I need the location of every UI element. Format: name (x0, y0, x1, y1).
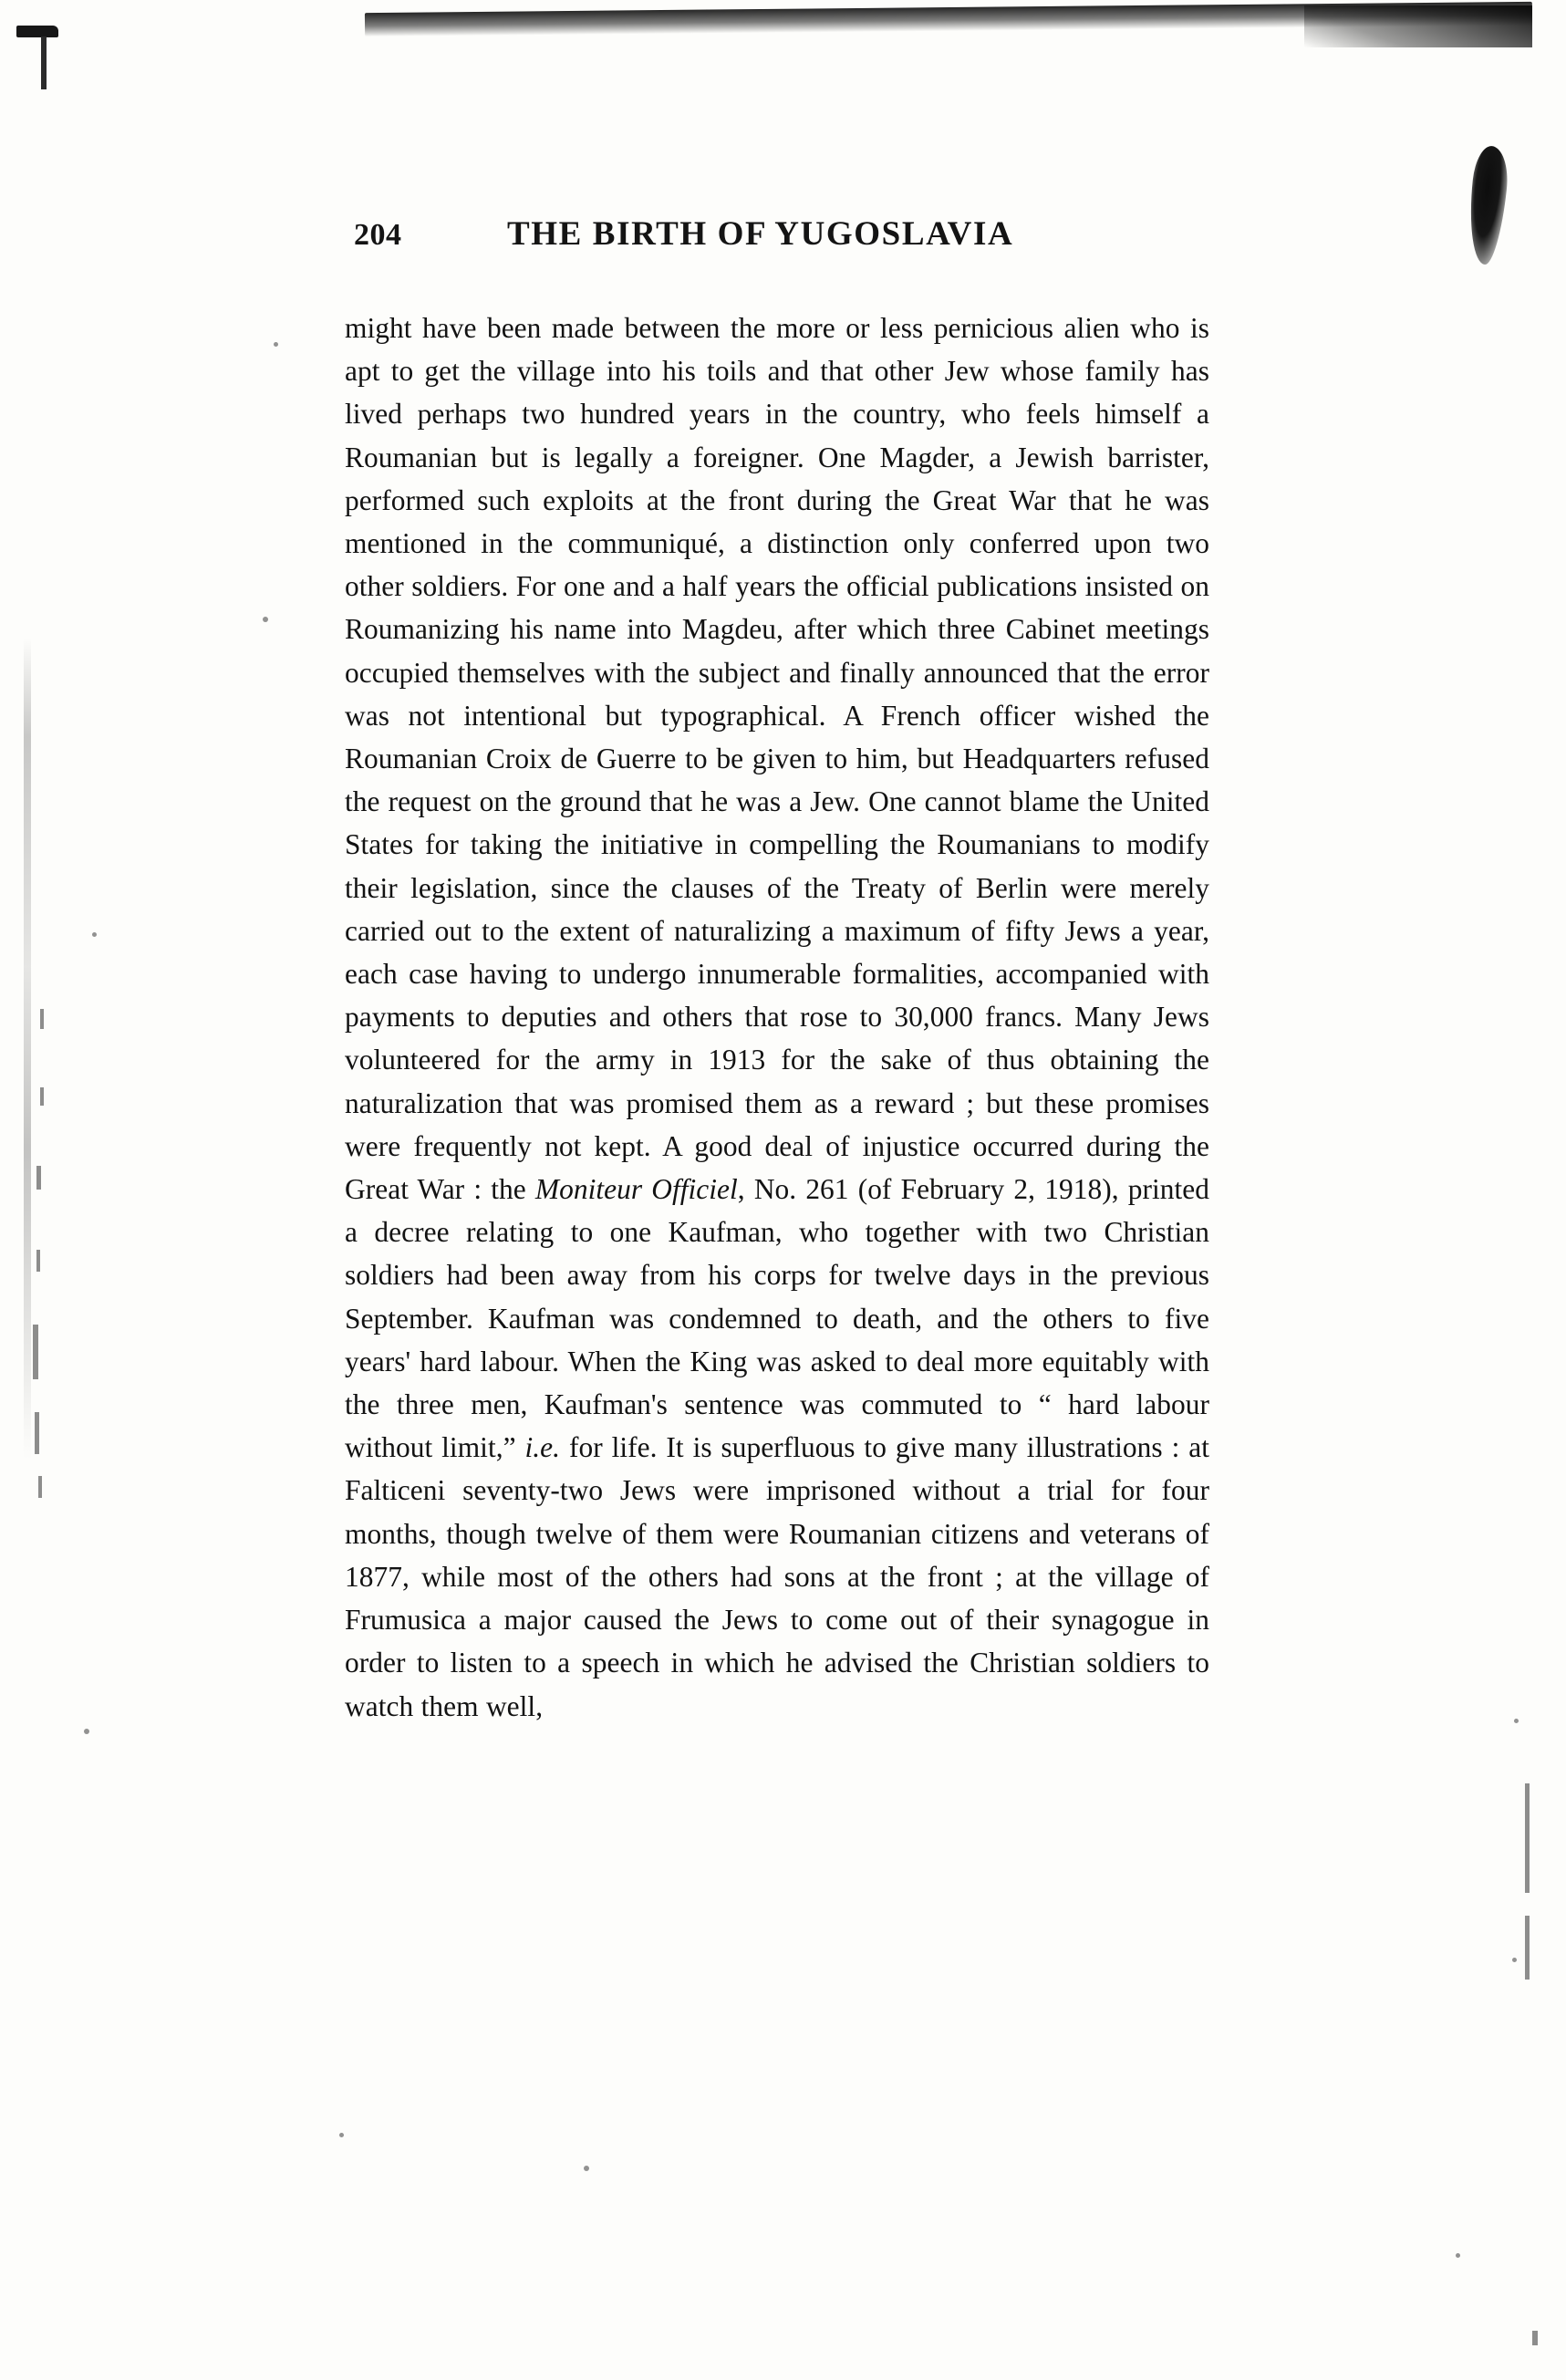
body-italic-ie: i.e. (524, 1431, 561, 1464)
body-text-part-3: for life. It is superfluous to give many illustrations : at Falticeni seventy-two Jews were imprisoned without a trial for four months, though twelve of them were Roumanian citizens and veterans of 1877, while most of the others had sons at the front ; at the village of Frumusica a major caused the Jews to come out of their synagogue in order to listen to a speech in which he advised the Christian soldiers to watch them well, (345, 1431, 1210, 1722)
body-text-part-1: might have been made between the more or less pernicious alien who is apt to get the village into his toils and that other Jew whose family has lived perhaps two hundred years in the country, who feels himself a Roumanian but is legally a foreigner. One Magder, a Jewish barrister, performed such exploits at the front during the Great War that he was mentioned in the communiqué, a distinction only conferred upon two other soldiers. For one and a half years the official publications insisted on Roumanizing his name into Magdeu, after which three Cabinet meetings occupied themselves with the subject and finally announced that the error was not intentional but typographical. A French officer wished the Roumanian Croix de Guerre to be given to him, but Headquarters refused the request on the ground that he was a Jew. One cannot blame the United States for taking the initiative in compelling the Roumanians to modify their legislation, since the clauses of the Treaty of Berlin were merely carried out to the extent of naturalizing a maximum of fifty Jews a year, each case having to undergo innumerable formalities, accompanied with payments to deputies and others that rose to 30,000 francs. Many Jews volunteered for the army in 1913 for the sake of thus obtaining the naturalization that was promised them as a reward ; but these promises were frequently not kept. A good deal of injustice occurred during the Great War : the (345, 312, 1209, 1206)
page-number: 204 (354, 218, 402, 252)
body-text-column (345, 307, 1209, 1728)
body-italic-moniteur: Moniteur Officiel (534, 1173, 738, 1206)
page-header (354, 217, 1215, 257)
body-paragraph (345, 307, 1209, 1728)
body-text-part-2: , No. 261 (of February 2, 1918), printed a decree relating to one Kaufman, who together with two Christian soldiers had been away from his corps for twelve days in the previous September. Kaufman was condemned to death, and the others to five years' hard labour. When the King was asked to deal more equitably with the three men, Kaufman's sentence was commuted to “ hard labour without limit,” (345, 1173, 1209, 1464)
running-title: THE BIRTH OF YUGOSLAVIA (507, 215, 1014, 253)
